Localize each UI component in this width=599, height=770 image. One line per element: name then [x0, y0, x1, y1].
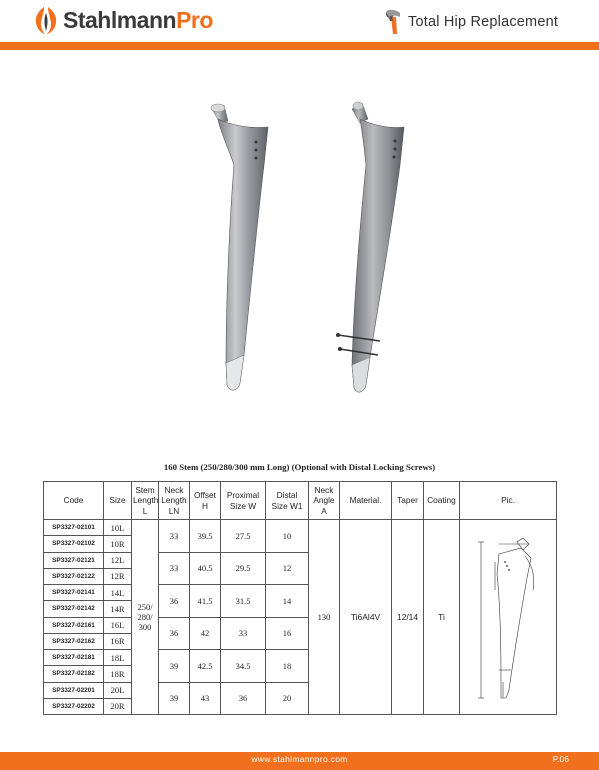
- cell-code: SP3327-02201: [44, 682, 104, 698]
- table-header-row: [44, 482, 557, 520]
- header-code: Code: [44, 482, 104, 520]
- table-row: [44, 520, 557, 536]
- cell-code: SP3327-02161: [44, 617, 104, 633]
- brand-name: [63, 7, 213, 34]
- cell-distal-size: 16: [266, 617, 309, 650]
- cell-distal-size: 14: [266, 585, 309, 618]
- cell-size: 16L: [104, 617, 132, 633]
- stem-product-images: [180, 95, 440, 405]
- page-number: P.06: [552, 754, 569, 764]
- cell-neck-length: 36: [159, 585, 190, 618]
- cell-neck-length: 33: [159, 520, 190, 553]
- cell-offset: 43: [190, 682, 221, 715]
- cell-proximal-size: 34.5: [221, 650, 266, 683]
- cell-code: SP3327-02181: [44, 650, 104, 666]
- cell-pic: [460, 520, 557, 715]
- cell-taper: 12/14: [392, 520, 424, 715]
- brand-name-accent: Pro: [176, 6, 213, 33]
- header-material: Material.: [340, 482, 392, 520]
- cell-proximal-size: 27.5: [221, 520, 266, 553]
- cell-size: 20R: [104, 698, 132, 714]
- cell-code: SP3327-02121: [44, 552, 104, 568]
- cell-distal-size: 10: [266, 520, 309, 553]
- hip-joint-icon: [384, 9, 402, 35]
- cell-code: SP3327-02202: [44, 698, 104, 714]
- section-title: [384, 8, 558, 36]
- stem-image-plain: [211, 104, 268, 390]
- website-link[interactable]: www.stahlmannpro.com: [251, 754, 348, 764]
- cell-neck-length: 36: [159, 617, 190, 650]
- stem-image-locking: [336, 102, 404, 392]
- cell-coating: Ti: [424, 520, 460, 715]
- cell-offset: 42.5: [190, 650, 221, 683]
- cell-size: 14R: [104, 601, 132, 617]
- spec-table: [43, 481, 557, 715]
- cell-material: Ti6Al4V: [340, 520, 392, 715]
- cell-offset: 40.5: [190, 552, 221, 585]
- cell-size: 12R: [104, 568, 132, 584]
- cell-code: SP3327-02141: [44, 585, 104, 601]
- cell-size: 16R: [104, 633, 132, 649]
- section-title-text: Total Hip Replacement: [408, 14, 559, 30]
- header-size: Size: [104, 482, 132, 520]
- cell-offset: 39.5: [190, 520, 221, 553]
- cell-neck-angle: 130: [309, 520, 340, 715]
- cell-code: SP3327-02122: [44, 568, 104, 584]
- cell-size: 10L: [104, 520, 132, 536]
- cell-code: SP3327-02182: [44, 666, 104, 682]
- table-caption: 160 Stem (250/280/300 mm Long) (Optional with Distal Locking Screws): [163, 462, 436, 472]
- cell-code: SP3327-02162: [44, 633, 104, 649]
- cell-proximal-size: 31.5: [221, 585, 266, 618]
- header-pic: Pic.: [460, 482, 557, 520]
- cell-neck-length: 39: [159, 650, 190, 683]
- cell-offset: 41.5: [190, 585, 221, 618]
- stahlmann-flame-logo-icon: [33, 5, 59, 35]
- cell-offset: 42: [190, 617, 221, 650]
- header-coating: Coating: [424, 482, 460, 520]
- cell-size: 18R: [104, 666, 132, 682]
- cell-code: SP3327-02142: [44, 601, 104, 617]
- cell-distal-size: 20: [266, 682, 309, 715]
- cell-distal-size: 12: [266, 552, 309, 585]
- cell-proximal-size: 33: [221, 617, 266, 650]
- header-neck-length: Neck Length LN: [159, 482, 190, 520]
- cell-proximal-size: 36: [221, 682, 266, 715]
- cell-neck-length: 33: [159, 552, 190, 585]
- cell-neck-length: 39: [159, 682, 190, 715]
- header-neck-angle: Neck Angle A: [309, 482, 340, 520]
- cell-distal-size: 18: [266, 650, 309, 683]
- cell-size: 12L: [104, 552, 132, 568]
- header-taper: Taper: [392, 482, 424, 520]
- header-stem-length: Stem Length L: [132, 482, 159, 520]
- cell-size: 18L: [104, 650, 132, 666]
- header-proximal-size: Proximal Size W: [221, 482, 266, 520]
- cell-size: 14L: [104, 585, 132, 601]
- cell-code: SP3327-02101: [44, 520, 104, 536]
- header-distal-size: Distal Size W1: [266, 482, 309, 520]
- cell-size: 10R: [104, 536, 132, 552]
- cell-size: 20L: [104, 682, 132, 698]
- cell-stem-length: 250/ 280/ 300: [132, 520, 159, 715]
- header-orange-bar: [0, 42, 599, 50]
- stem-technical-drawing: [473, 532, 543, 702]
- header-offset: Offset H: [190, 482, 221, 520]
- cell-proximal-size: 29.5: [221, 552, 266, 585]
- brand-logo: [33, 4, 213, 36]
- page-header: [0, 0, 599, 44]
- cell-code: SP3327-02102: [44, 536, 104, 552]
- brand-name-main: Stahlmann: [63, 6, 177, 33]
